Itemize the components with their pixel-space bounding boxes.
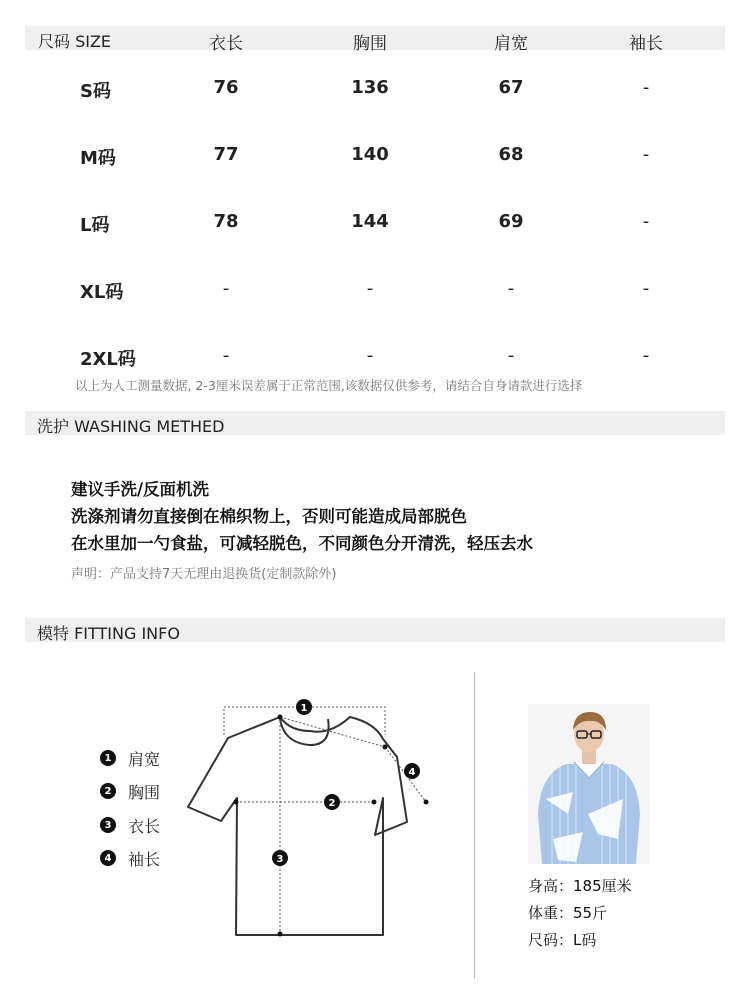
cell-length: - [222, 345, 230, 366]
tshirt-measurement-diagram [180, 695, 450, 945]
number-badge: 3 [100, 817, 116, 833]
cell-shoulder: 67 [498, 77, 524, 98]
legend-length [100, 814, 160, 836]
washing-line: 洗涤剂请勿直接倒在棉织物上，否则可能造成局部脱色 [71, 507, 467, 526]
fitting-header [25, 618, 725, 642]
legend-label: 肩宽 [128, 749, 161, 769]
cell-length: - [222, 278, 230, 299]
washing-header [25, 411, 725, 435]
header-sleeve: 袖长 [629, 34, 663, 54]
row-size: 2XL码 [80, 349, 136, 370]
cell-sleeve: - [642, 211, 650, 232]
legend-label: 袖长 [128, 849, 161, 869]
row-size: S码 [80, 81, 111, 102]
cell-shoulder: - [507, 345, 515, 366]
cell-length: 76 [213, 77, 239, 98]
cell-length: 78 [213, 211, 239, 232]
cell-chest: 140 [351, 144, 389, 165]
fitting-title: 模特 FITTING INFO [37, 624, 180, 643]
cell-shoulder: 68 [498, 144, 524, 165]
cell-sleeve: - [642, 278, 650, 299]
header-shoulder: 肩宽 [494, 34, 528, 54]
svg-text:4: 4 [408, 767, 416, 778]
legend-label: 胸围 [128, 782, 161, 802]
row-size: M码 [80, 148, 116, 169]
size-table-header [25, 26, 725, 54]
number-badge: 2 [100, 783, 116, 799]
washing-line: 在水里加一勺食盐，可减轻脱色，不同颜色分开清洗，轻压去水 [71, 534, 533, 553]
cell-length: 77 [213, 144, 239, 165]
row-size: XL码 [80, 282, 124, 303]
legend-sleeve [100, 847, 160, 869]
legend-chest [100, 780, 160, 802]
return-statement: 声明：产品支持7天无理由退换货(定制款除外) [71, 567, 337, 582]
model-illustration [528, 704, 650, 864]
model-size: 尺码：L码 [528, 931, 597, 949]
marker-4 [404, 763, 420, 779]
cell-sleeve: - [642, 345, 650, 366]
measurement-note: 以上为人工测量数据, 2-3厘米误差属于正常范围,该数据仅供参考，请结合自身请款进行选择 [75, 378, 583, 393]
model-height: 身高：185厘米 [528, 877, 632, 895]
cell-shoulder: - [507, 278, 515, 299]
cell-sleeve: - [642, 77, 650, 98]
row-size: L码 [80, 215, 110, 236]
cell-chest: - [366, 278, 374, 299]
cell-chest: 144 [351, 211, 389, 232]
cell-shoulder: 69 [498, 211, 524, 232]
header-chest: 胸围 [353, 34, 387, 54]
washing-line: 建议手洗/反面机洗 [71, 480, 210, 499]
marker-2 [324, 794, 340, 810]
svg-text:3: 3 [276, 854, 284, 865]
model-photo [528, 704, 650, 864]
washing-title: 洗护 WASHING METHED [37, 417, 225, 436]
legend-label: 衣长 [128, 816, 161, 836]
model-weight: 体重：55斤 [528, 904, 608, 922]
header-size: 尺码 SIZE [38, 32, 112, 51]
cell-chest: 136 [351, 77, 389, 98]
svg-text:1: 1 [300, 703, 308, 714]
marker-1 [296, 699, 312, 715]
number-badge: 4 [100, 850, 116, 866]
vertical-divider [474, 672, 475, 978]
number-badge: 1 [100, 750, 116, 766]
marker-3 [272, 850, 288, 866]
header-length: 衣长 [209, 34, 243, 54]
svg-text:2: 2 [328, 798, 336, 809]
cell-chest: - [366, 345, 374, 366]
legend-shoulder [100, 747, 160, 769]
cell-sleeve: - [642, 144, 650, 165]
